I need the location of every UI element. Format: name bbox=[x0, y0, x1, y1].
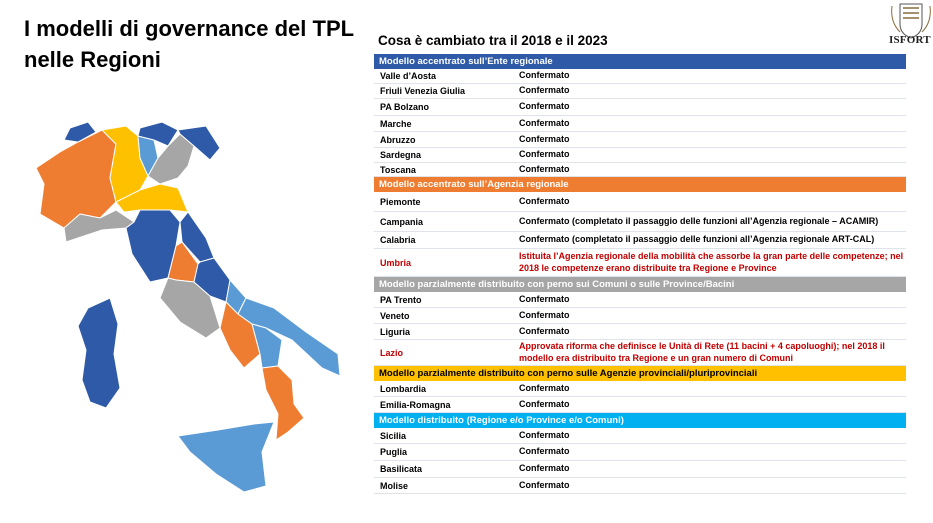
status-cell: Confermato bbox=[519, 85, 570, 96]
table-row bbox=[374, 428, 906, 444]
region-cell: Campania bbox=[380, 216, 424, 227]
table-row bbox=[374, 99, 906, 116]
status-cell: Confermato bbox=[519, 446, 570, 457]
section-header: Modello parzialmente distribuito con perno sui Comuni o sulle Province/Bacini bbox=[374, 277, 906, 292]
table-row bbox=[374, 292, 906, 308]
table-row bbox=[374, 478, 906, 494]
status-cell: Confermato bbox=[519, 101, 570, 112]
table-row bbox=[374, 132, 906, 148]
region-cell: Puglia bbox=[380, 447, 408, 457]
status-cell: Confermato bbox=[519, 117, 570, 128]
region-cell: Sardegna bbox=[380, 150, 422, 160]
section-header: Modello accentrato sull’Agenzia regionale bbox=[374, 177, 906, 192]
status-cell: Confermato bbox=[519, 398, 570, 409]
status-cell: Confermato bbox=[519, 163, 570, 174]
region-cell: Liguria bbox=[380, 326, 411, 337]
region-cell: Lazio bbox=[380, 347, 404, 358]
region-cell: Friuli Venezia Giulia bbox=[380, 86, 466, 96]
region-cell: Sicilia bbox=[380, 430, 407, 441]
italy-regions-map bbox=[30, 118, 348, 518]
table-row bbox=[374, 148, 906, 163]
status-cell: Confermato bbox=[519, 325, 570, 336]
status-cell: Confermato (completato il passaggio delle funzioni all’Agenzia regionale – ACAMIR) bbox=[519, 215, 879, 226]
table-row bbox=[374, 116, 906, 132]
region-cell: Piemonte bbox=[380, 196, 421, 207]
table-row bbox=[374, 397, 906, 413]
status-cell: Confermato bbox=[519, 149, 570, 160]
section-header: Modello accentrato sull’Ente regionale bbox=[374, 54, 906, 69]
governance-table bbox=[374, 54, 906, 494]
region-cell: PA Bolzano bbox=[380, 102, 429, 112]
table-row bbox=[374, 192, 906, 212]
logo-text: ISFORT bbox=[889, 34, 931, 46]
table-row bbox=[374, 212, 906, 232]
table-row bbox=[374, 340, 906, 366]
region-cell: Lombardia bbox=[380, 383, 427, 394]
status-cell: Istituita l’Agenzia regionale della mobilità che assorbe la gran parte delle competenze; nel 2018 le competenze erano distribuite tra Regione e Province bbox=[519, 251, 904, 273]
region-cell: Toscana bbox=[380, 164, 416, 175]
status-cell: Confermato (completato il passaggio delle funzioni all’Agenzia regionale ART-CAL) bbox=[519, 234, 875, 245]
section-header: Modello parzialmente distribuito con perno sulle Agenzie provinciali/pluriprovinciali bbox=[374, 366, 906, 381]
subtitle: Cosa è cambiato tra il 2018 e il 2023 bbox=[378, 33, 608, 48]
region-cell: Abruzzo bbox=[380, 134, 416, 145]
status-cell: Confermato bbox=[519, 479, 570, 490]
table-row bbox=[374, 308, 906, 324]
region-cell: PA Trento bbox=[380, 294, 422, 305]
region-piemonte bbox=[36, 130, 116, 228]
table-row bbox=[374, 232, 906, 249]
region-sicilia bbox=[178, 422, 274, 492]
status-cell: Confermato bbox=[519, 309, 570, 320]
table-row bbox=[374, 84, 906, 99]
status-cell: Confermato bbox=[519, 429, 570, 440]
region-cell: Calabria bbox=[380, 235, 416, 245]
region-cell: Marche bbox=[380, 118, 412, 129]
page-title: I modelli di governance del TPL nelle Regioni bbox=[24, 16, 354, 72]
section-header: Modello distribuito (Regione e/o Province e/o Comuni) bbox=[374, 413, 906, 428]
status-cell: Confermato bbox=[519, 463, 570, 474]
table-row bbox=[374, 381, 906, 397]
table-row bbox=[374, 461, 906, 478]
status-cell: Confermato bbox=[519, 70, 570, 81]
table-row bbox=[374, 69, 906, 84]
region-cell: Valle d’Aosta bbox=[380, 71, 437, 81]
region-cell: Umbria bbox=[380, 257, 412, 268]
region-sardegna bbox=[78, 298, 120, 408]
status-cell: Confermato bbox=[519, 382, 570, 393]
region-cell: Basilicata bbox=[380, 464, 423, 474]
table-row bbox=[374, 163, 906, 177]
table-row bbox=[374, 249, 906, 277]
table-row bbox=[374, 444, 906, 461]
status-cell: Confermato bbox=[519, 195, 570, 206]
status-cell: Confermato bbox=[519, 133, 570, 144]
region-cell: Veneto bbox=[380, 310, 410, 321]
region-cell: Emilia-Romagna bbox=[380, 399, 451, 410]
table-row bbox=[374, 324, 906, 340]
region-cell: Molise bbox=[380, 480, 409, 491]
status-cell: Confermato bbox=[519, 293, 570, 304]
status-cell: Approvata riforma che definisce le Unità di Rete (11 bacini + 4 capoluoghi); nel 2018 il modello era distribuito tra Regione e un gran numero di Comuni bbox=[519, 341, 885, 363]
